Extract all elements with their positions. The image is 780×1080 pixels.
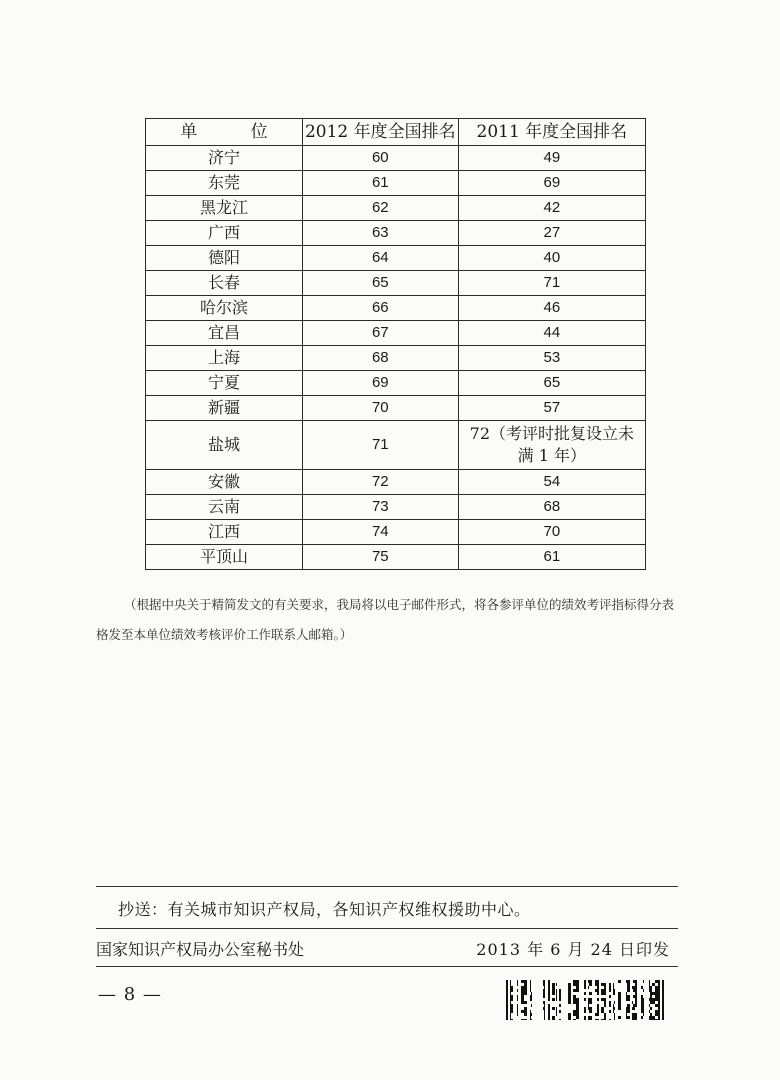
cell-unit: 新疆 (146, 396, 303, 421)
divider-top (96, 886, 678, 887)
divider-bottom (96, 966, 678, 967)
header-2011-rank: 2011 年度全国排名 (458, 119, 645, 146)
table-row (146, 171, 646, 196)
cell-2011-rank: 42 (458, 196, 645, 221)
table-row (146, 545, 646, 570)
cell-unit: 上海 (146, 346, 303, 371)
cell-2011-rank: 69 (458, 171, 645, 196)
cell-2011-rank: 54 (458, 470, 645, 495)
cell-2011-rank: 27 (458, 221, 645, 246)
cell-unit: 哈尔滨 (146, 296, 303, 321)
cell-unit: 长春 (146, 271, 303, 296)
cell-unit: 东莞 (146, 171, 303, 196)
cell-2012-rank: 69 (302, 371, 458, 396)
cell-2012-rank: 70 (302, 396, 458, 421)
table-row (146, 271, 646, 296)
cell-unit: 宁夏 (146, 371, 303, 396)
cell-2012-rank: 62 (302, 196, 458, 221)
table-body (146, 146, 646, 570)
cell-2012-rank: 61 (302, 171, 458, 196)
cell-2011-rank: 46 (458, 296, 645, 321)
cell-2012-rank: 73 (302, 495, 458, 520)
table-row (146, 470, 646, 495)
cell-unit: 云南 (146, 495, 303, 520)
issuer-name: 国家知识产权局办公室秘书处 (96, 940, 305, 959)
table-row (146, 421, 646, 470)
divider-middle (96, 928, 678, 929)
table-row (146, 221, 646, 246)
issue-date: 2013 年 6 月 24 日印发 (476, 940, 670, 959)
header-unit: 单 位 (146, 119, 303, 146)
cell-2011-rank: 70 (458, 520, 645, 545)
barcode-image (506, 980, 664, 1020)
table-row (146, 371, 646, 396)
cell-2012-rank: 63 (302, 221, 458, 246)
cell-2012-rank: 66 (302, 296, 458, 321)
cell-2011-rank: 65 (458, 371, 645, 396)
table-row (146, 321, 646, 346)
cell-2012-rank: 74 (302, 520, 458, 545)
cell-2011-rank: 44 (458, 321, 645, 346)
cc-line: 抄送：有关城市知识产权局，各知识产权维权援助中心。 (118, 900, 531, 919)
cell-2012-rank: 75 (302, 545, 458, 570)
table-row (146, 146, 646, 171)
footnote: （根据中央关于精简发文的有关要求，我局将以电子邮件形式，将各参评单位的绩效考评指标得分表格发至本单位绩效考核评价工作联系人邮箱。） (96, 597, 675, 642)
table-row (146, 495, 646, 520)
cell-2011-rank: 57 (458, 396, 645, 421)
page-number: — 8 — (98, 984, 162, 1005)
ranking-table (145, 118, 646, 570)
cell-2011-rank: 72（考评时批复设立未满 1 年） (458, 421, 645, 470)
cell-2012-rank: 72 (302, 470, 458, 495)
header-2012-rank: 2012 年度全国排名 (302, 119, 458, 146)
table-row (146, 520, 646, 545)
cell-2011-rank: 61 (458, 545, 645, 570)
cell-unit: 江西 (146, 520, 303, 545)
table-header-row (146, 119, 646, 146)
cell-2012-rank: 65 (302, 271, 458, 296)
cell-unit: 安徽 (146, 470, 303, 495)
cell-unit: 宜昌 (146, 321, 303, 346)
cell-unit: 广西 (146, 221, 303, 246)
cell-2011-rank: 53 (458, 346, 645, 371)
cell-unit: 盐城 (146, 421, 303, 470)
cell-2012-rank: 64 (302, 246, 458, 271)
cell-2011-rank: 71 (458, 271, 645, 296)
table-row (146, 196, 646, 221)
table-row (146, 346, 646, 371)
cell-2011-rank: 49 (458, 146, 645, 171)
cell-unit: 济宁 (146, 146, 303, 171)
table-row (146, 246, 646, 271)
cell-2012-rank: 67 (302, 321, 458, 346)
cell-unit: 平顶山 (146, 545, 303, 570)
cell-unit: 德阳 (146, 246, 303, 271)
cell-2012-rank: 60 (302, 146, 458, 171)
cell-unit: 黑龙江 (146, 196, 303, 221)
cell-2011-rank: 68 (458, 495, 645, 520)
cell-2011-rank: 40 (458, 246, 645, 271)
table-row (146, 396, 646, 421)
cell-2012-rank: 68 (302, 346, 458, 371)
table-row (146, 296, 646, 321)
cell-2012-rank: 71 (302, 421, 458, 470)
